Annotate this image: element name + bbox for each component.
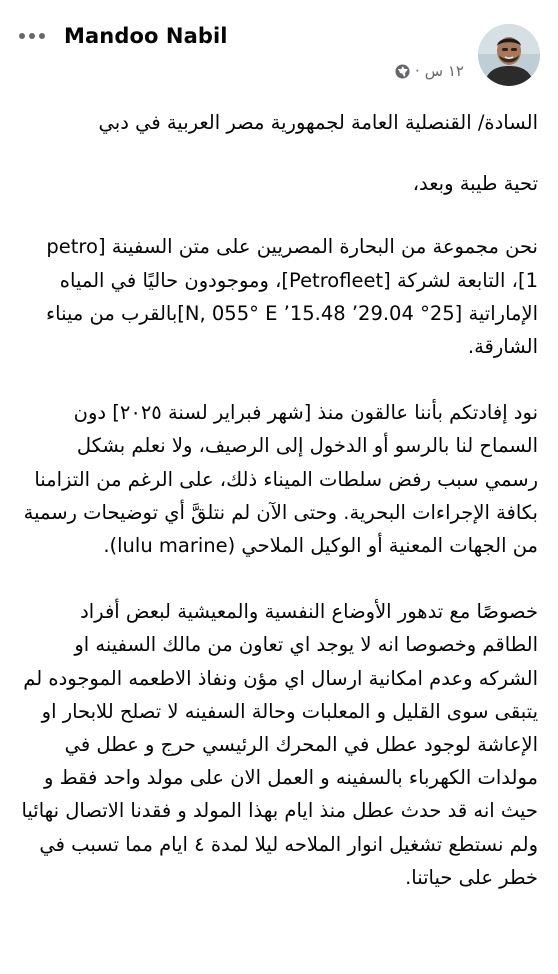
globe-icon[interactable] (395, 64, 410, 79)
author-name[interactable]: Mandoo Nabil (64, 24, 228, 48)
more-options-button[interactable] (12, 22, 52, 50)
post-header (0, 0, 558, 96)
post-paragraph-greeting: تحية طيبة وبعد، (412, 172, 538, 196)
more-dot (39, 33, 45, 39)
post-paragraph-conditions: خصوصًا مع تدهور الأوضاع النفسية والمعيشية لبعض أفراد الطاقم وخصوصا انه لا يوجد اي تعاون من مالك السفينه او الشركه وعدم امكانية ارسال اي مؤن ونفاذ الاطعمه الموجوده لم يتبقى سوى القليل و المعلبات وحالة السفينه لا تصلح للابحار او الإعاشة لوجود عطل في المحرك الرئيسي حرج و عطل في مولدات الكهرباء بالسفينه و العمل الان على مولد واحد فقط و حيث انه قد حدث عطل منذ ايام بهذا المولد و فقدنا الاتصال نهائيا ولم نستطع تشغيل انوار الملاحه ليلا لمدة ٤ ايام مما تسبب في خطر على حياتنا. (21, 600, 538, 889)
post-paragraph-introduction: نحن مجموعة من البحارة المصريين على متن السفينة [petro 1]، التابعة لشركة [Petrofleet]، وموجودون حاليًا في المياه الإماراتية [25° 29.04’ 15.48’ N, 055° E]بالقرب من ميناء الشارقة. (46, 235, 538, 359)
more-dot (19, 33, 25, 39)
author-avatar[interactable] (478, 24, 540, 86)
timestamp[interactable]: ١٢ س (424, 62, 464, 80)
more-dot (29, 33, 35, 39)
post-meta (395, 62, 464, 80)
post-body (0, 96, 558, 927)
post-paragraph-addressee: السادة/ القنصلية العامة لجمهورية مصر العربية في دبي (98, 111, 538, 134)
avatar-image (478, 24, 540, 86)
post-paragraph-situation: نود إفادتكم بأننا عالقون منذ [شهر فبراير لسنة ٢٠٢٥] دون السماح لنا بالرسو أو الدخول إلى الرصيف، ولا نعلم بشكل رسمي سبب رفض سلطات الميناء ذلك، على الرغم من التزامنا بكافة الإجراءات البحرية. وحتى الآن لم نتلقَّ أي توضيحات رسمية من الجهات المعنية أو الوكيل الملاحي (lulu marine). (23, 401, 538, 558)
meta-separator: · (415, 62, 420, 80)
